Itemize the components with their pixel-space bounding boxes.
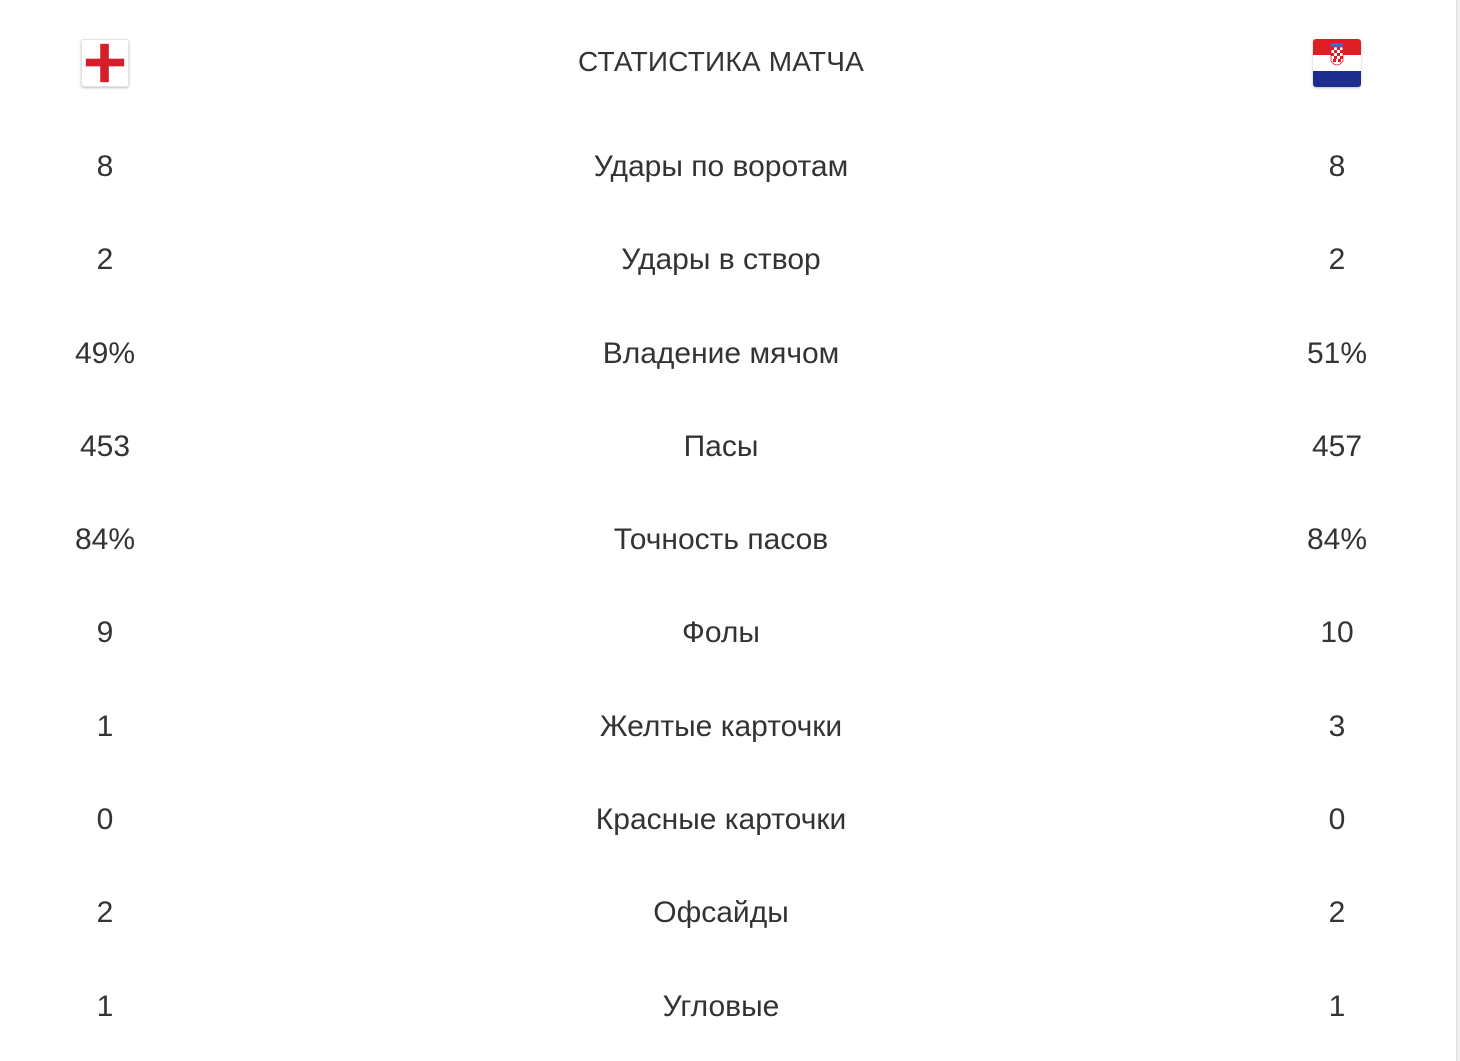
away-value: 0 — [1328, 803, 1346, 837]
stat-row-shots — [0, 120, 1456, 213]
away-value: 457 — [1311, 429, 1363, 463]
stat-label: Фолы — [682, 616, 760, 650]
home-value: 2 — [96, 243, 114, 277]
stat-label: Красные карточки — [595, 803, 847, 837]
croatia-flag-graphic — [1313, 39, 1361, 87]
stat-row-red-cards — [0, 773, 1456, 866]
stat-row-possession — [0, 307, 1456, 400]
away-value: 2 — [1328, 243, 1346, 277]
stat-row-passes — [0, 400, 1456, 493]
away-value: 3 — [1328, 709, 1346, 743]
stat-row-shots-on-target — [0, 213, 1456, 306]
home-value: 1 — [96, 989, 114, 1023]
away-value: 1 — [1328, 989, 1346, 1023]
stat-row-corners — [0, 960, 1456, 1053]
home-value: 2 — [96, 896, 114, 930]
home-value: 9 — [96, 616, 114, 650]
home-value: 453 — [79, 429, 131, 463]
stat-label: Желтые карточки — [599, 709, 843, 743]
stat-label: Угловые — [662, 989, 780, 1023]
stat-row-fouls — [0, 586, 1456, 679]
away-value: 51% — [1306, 336, 1368, 370]
stat-label: Пасы — [683, 429, 759, 463]
away-value: 10 — [1320, 616, 1354, 650]
stat-row-offsides — [0, 866, 1456, 959]
home-value: 1 — [96, 709, 114, 743]
stat-label: Точность пасов — [613, 523, 829, 557]
away-value: 2 — [1328, 896, 1346, 930]
home-value: 8 — [96, 150, 114, 183]
home-value: 0 — [96, 803, 114, 837]
stat-label: Удары по воротам — [593, 150, 849, 183]
home-value: 84% — [74, 523, 136, 557]
stat-label: Офсайды — [653, 896, 789, 930]
stat-row-pass-accuracy — [0, 493, 1456, 586]
croatia-flag-icon — [1313, 39, 1361, 87]
stats-list — [0, 120, 1456, 1053]
stat-row-yellow-cards — [0, 680, 1456, 773]
scrollbar-track[interactable] — [1456, 0, 1460, 1061]
stat-label: Удары в створ — [621, 243, 821, 277]
match-stats-title: СТАТИСТИКА МАТЧА — [578, 46, 864, 77]
away-value: 84% — [1306, 523, 1368, 557]
stat-label: Владение мячом — [602, 336, 840, 370]
away-value: 8 — [1328, 150, 1346, 183]
home-value: 49% — [74, 336, 136, 370]
match-stats-header — [0, 0, 1456, 126]
